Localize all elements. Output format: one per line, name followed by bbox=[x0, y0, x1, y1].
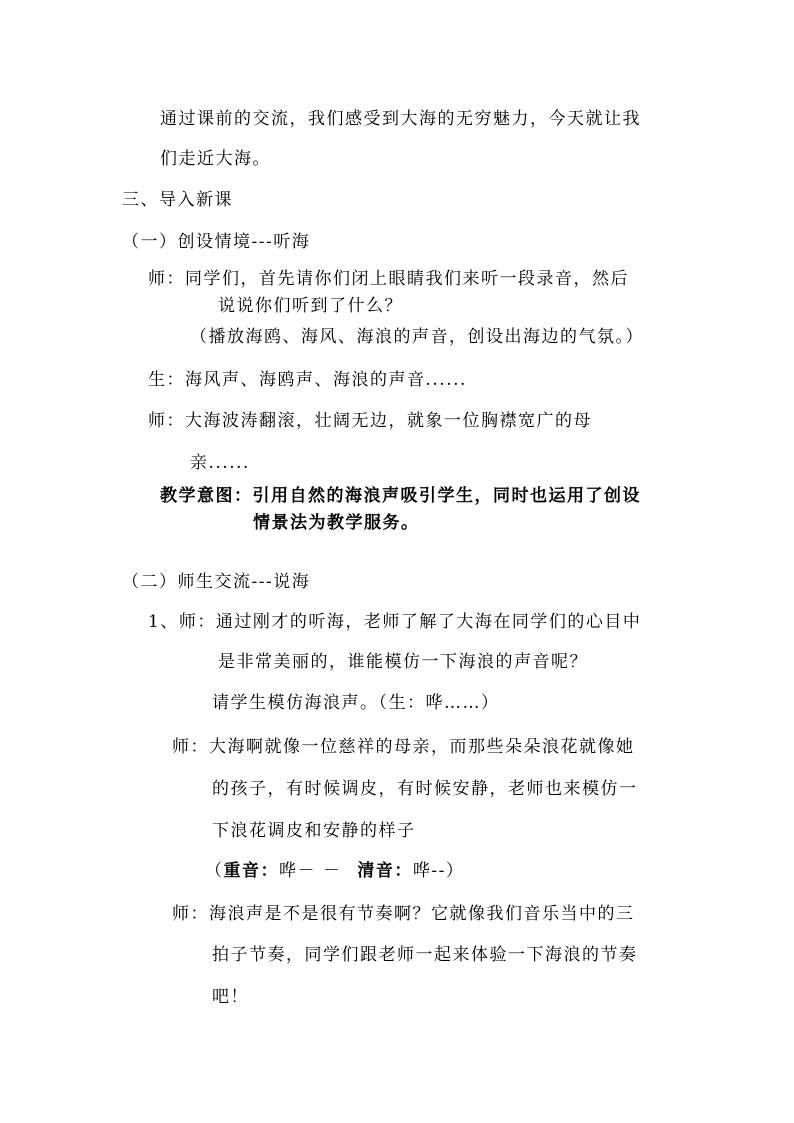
item-1-line-c: 请学生模仿海浪声。（生：哗……） bbox=[212, 693, 500, 713]
teacher-line-4c: 吧！ bbox=[212, 987, 249, 1007]
paren-open: （ bbox=[205, 861, 224, 881]
voice-demo-line bbox=[205, 860, 464, 882]
item-1-line-b: 是非常美丽的，谁能模仿一下海浪的声音呢？ bbox=[218, 652, 588, 672]
teacher-line-1a: 师：同学们，首先请你们闭上眼睛我们来听一段录音，然后 bbox=[148, 269, 629, 289]
item-1-line-a: 1、师：通过刚才的听海，老师了解了大海在同学们的心目中 bbox=[148, 612, 642, 632]
heavy-voice-label: 重音： bbox=[223, 861, 279, 881]
part-1-heading: （一）创设情境---听海 bbox=[122, 232, 311, 252]
teacher-line-2a: 师：大海波涛翻滚，壮阔无边，就象一位胸襟宽广的母 bbox=[148, 411, 592, 431]
teacher-line-3c: 下浪花调皮和安静的样子 bbox=[212, 821, 416, 841]
heavy-voice-value: 哗－ － bbox=[279, 861, 342, 881]
teacher-line-4a: 师：海浪声是不是很有节奏啊？它就像我们音乐当中的三 bbox=[172, 904, 635, 924]
teaching-intent-line-1: 教学意图：引用自然的海浪声吸引学生，同时也运用了创设 bbox=[160, 486, 641, 506]
light-voice-label: 清音： bbox=[357, 861, 413, 881]
light-voice-value: 哗--） bbox=[412, 861, 465, 881]
teacher-line-3b: 的孩子，有时候调皮，有时候安静，老师也来模仿一 bbox=[212, 779, 638, 799]
teacher-line-4b: 拍子节奏，同学们跟老师一起来体验一下海浪的节奏 bbox=[212, 945, 638, 965]
student-line-1: 生：海风声、海鸥声、海浪的声音...... bbox=[148, 370, 467, 390]
intro-line-2: 们走近大海。 bbox=[160, 149, 271, 169]
teaching-intent-line-2: 情景法为教学服务。 bbox=[253, 513, 420, 533]
stage-note: （播放海鸥、海风、海浪的声音，创设出海边的气氛。） bbox=[190, 327, 644, 347]
teacher-line-3a: 师：大海啊就像一位慈祥的母亲，而那些朵朵浪花就像她 bbox=[172, 737, 635, 757]
teacher-line-2b: 亲...... bbox=[190, 453, 250, 473]
intro-line-1: 通过课前的交流，我们感受到大海的无穷魅力，今天就让我 bbox=[160, 109, 641, 129]
teacher-line-1b: 说说你们听到了什么？ bbox=[218, 296, 403, 316]
part-2-heading: （二）师生交流---说海 bbox=[122, 572, 311, 592]
section-3-heading: 三、导入新课 bbox=[122, 190, 233, 210]
